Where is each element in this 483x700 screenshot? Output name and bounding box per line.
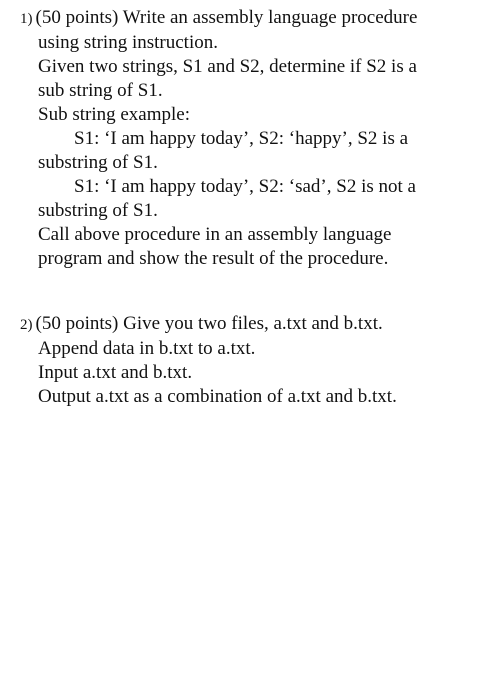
question-2-line-1: (50 points) Give you two files, a.txt and b.txt. (35, 313, 383, 334)
question-1-line-1: (50 points) Write an assembly language procedure (35, 7, 418, 28)
question-1-line-11: program and show the result of the procedure. (38, 248, 389, 269)
question-2-heading-line (20, 312, 470, 337)
question-2-line-2: Append data in b.txt to a.txt. (38, 338, 256, 359)
question-1-line-9: substring of S1. (38, 200, 158, 221)
question-1-line-10: Call above procedure in an assembly language (38, 224, 392, 245)
question-1 (20, 6, 470, 271)
question-1-line-5: Sub string example: (38, 104, 190, 125)
question-1-number: 1) (20, 11, 33, 27)
question-1-example-1: S1: ‘I am happy today’, S2: ‘happy’, S2 is a (74, 128, 409, 149)
question-2-line-4: Output a.txt as a combination of a.txt and b.txt. (38, 386, 397, 407)
question-2-line-3: Input a.txt and b.txt. (38, 362, 193, 383)
question-2 (20, 312, 470, 409)
question-1-line-2: using string instruction. (38, 32, 218, 53)
question-1-heading-line (20, 6, 470, 31)
question-1-line-7: substring of S1. (38, 152, 158, 173)
question-1-example-2: S1: ‘I am happy today’, S2: ‘sad’, S2 is not a (74, 176, 416, 197)
question-1-line-4: sub string of S1. (38, 80, 163, 101)
question-2-number: 2) (20, 317, 33, 333)
question-1-line-3: Given two strings, S1 and S2, determine if S2 is a (38, 56, 417, 77)
